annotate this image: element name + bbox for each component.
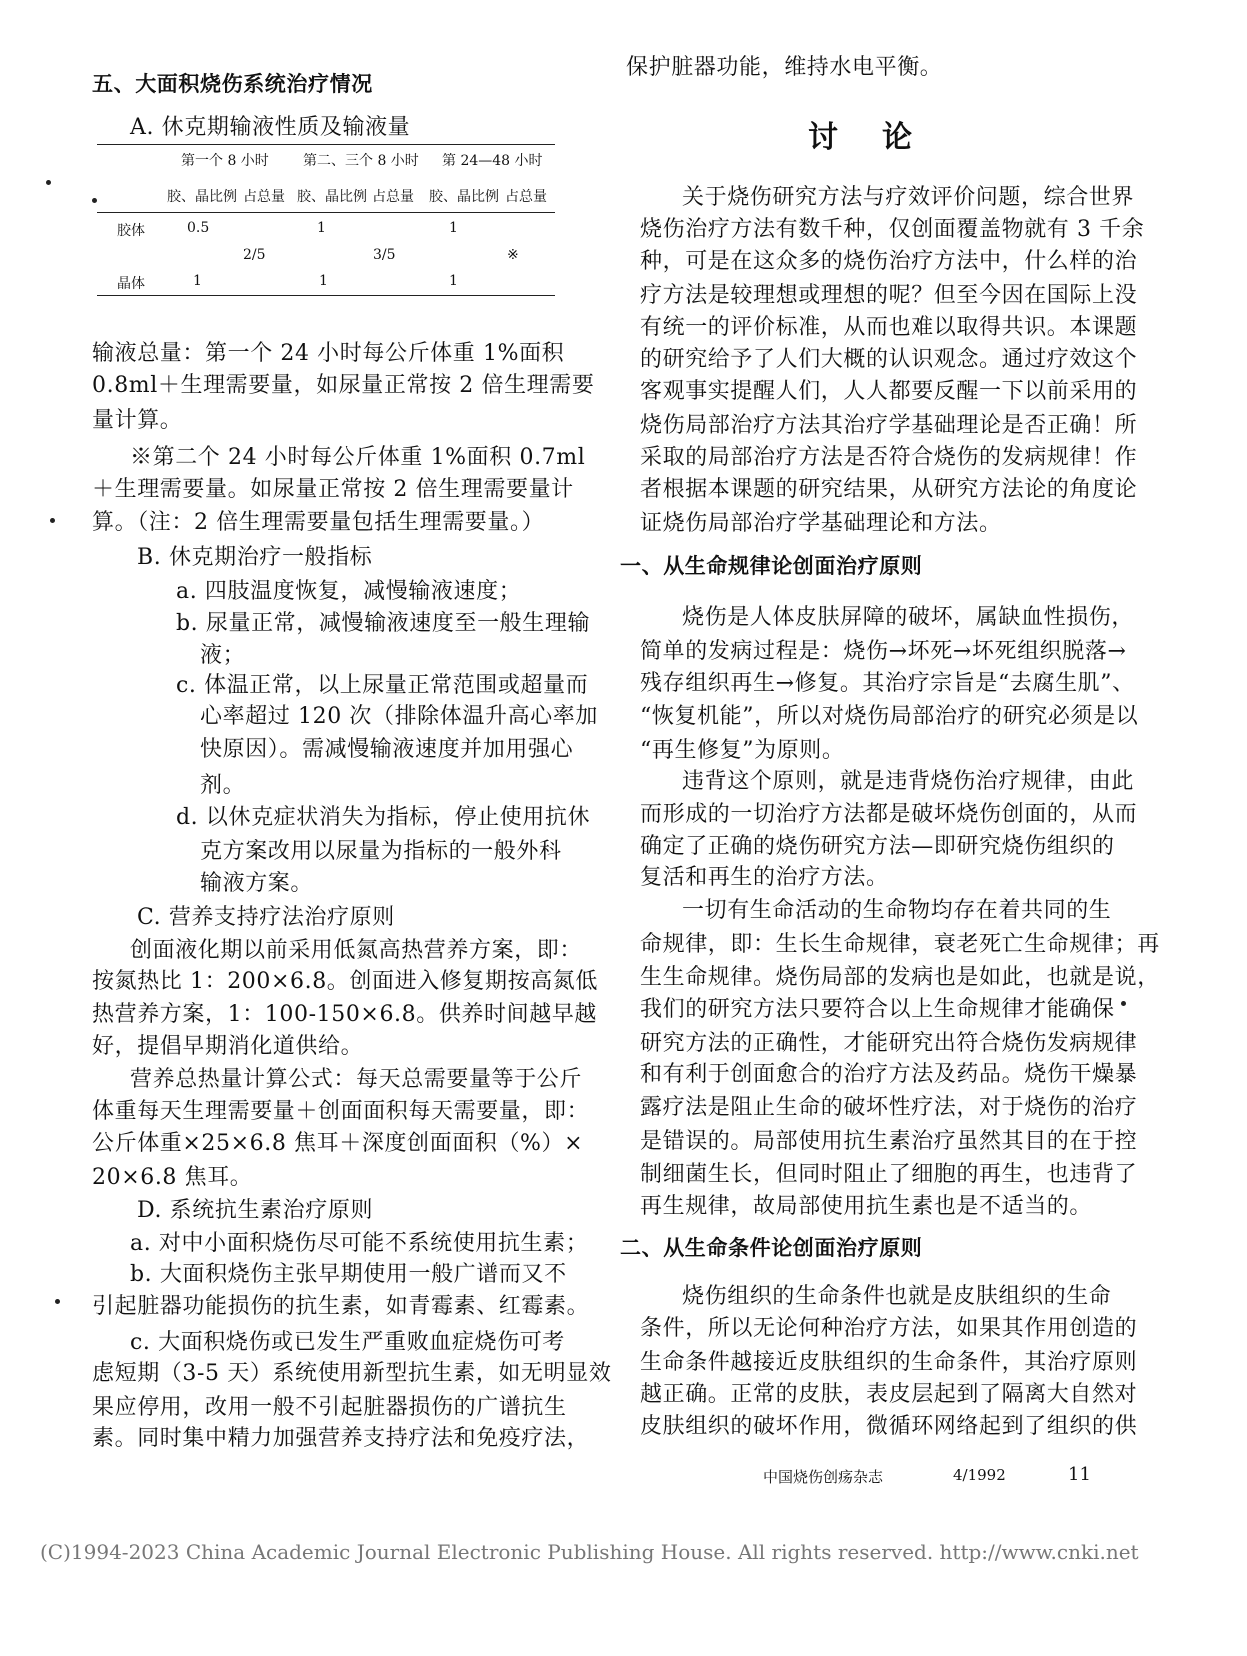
text-line: 烧伤组织的生命条件也就是皮肤组织的生命 (682, 1284, 1112, 1309)
text-line: ＋生理需要量。如尿量正常按 2 倍生理需要量计 (92, 477, 574, 502)
text-line: 复活和再生的治疗方法。 (640, 865, 889, 890)
text-line: 露疗法是阻止生命的破坏性疗法，对于烧伤的治疗 (640, 1095, 1138, 1120)
text-line: C. 营养支持疗法治疗原则 (137, 905, 395, 930)
table-cell: 3/5 (373, 247, 396, 263)
text-line: 虑短期（3-5 天）系统使用新型抗生素，如无明显效 (92, 1361, 612, 1386)
text-line: 量计算。 (92, 408, 183, 433)
table-group-header: 第一个 8 小时 (181, 153, 269, 169)
table-sub-header: 胶、晶比例 (297, 189, 367, 205)
text-line: 心率超过 120 次（排除体温升高心率加 (200, 704, 598, 729)
text-line: 生命条件越接近皮肤组织的生命条件，其治疗原则 (640, 1350, 1138, 1375)
text-line: 好，提倡早期消化道供给。 (92, 1034, 364, 1059)
text-line: 命规律，即：生长生命规律，衰老死亡生命规律；再 (640, 932, 1160, 957)
text-line: 公斤体重×25×6.8 焦耳＋深度创面面积（%）× (92, 1131, 584, 1156)
table-sub-header: 胶、晶比例 (429, 189, 499, 205)
text-line: 液； (200, 643, 246, 668)
text-line: 素。同时集中精力加强营养支持疗法和免疫疗法， (92, 1426, 590, 1451)
table-cell: 1 (317, 220, 326, 236)
margin-dot (92, 198, 97, 203)
table-cell: 1 (449, 273, 458, 289)
text-line: 果应停用，改用一般不引起脏器损伤的广谱抗生 (92, 1395, 567, 1420)
text-line: 采取的局部治疗方法是否符合烧伤的发病规律！作 (640, 445, 1138, 470)
text-line: 疗方法是较理想或理想的呢？但至今因在国际上没 (640, 283, 1138, 308)
text-line: c. 体温正常，以上尿量正常范围或超量而 (176, 673, 589, 698)
text-line: ※第二个 24 小时每公斤体重 1%面积 0.7ml (130, 445, 586, 470)
text-line: 和有利于创面愈合的治疗方法及药品。烧伤干燥暴 (640, 1062, 1138, 1087)
text-line: b. 大面积烧伤主张早期使用一般广谱而又不 (130, 1262, 567, 1287)
table-row-label: 胶体 (117, 223, 145, 239)
table-sub-header: 占总量 (372, 189, 414, 205)
issue-number: 4/1992 (953, 1466, 1006, 1484)
margin-dot (46, 180, 51, 185)
text-line: 种，可是在这众多的烧伤治疗方法中，什么样的治 (640, 249, 1138, 274)
text-line: 违背这个原则，就是违背烧伤治疗规律，由此 (682, 769, 1135, 794)
text-line: 输液总量：第一个 24 小时每公斤体重 1%面积 (92, 341, 565, 366)
text-line: 研究方法的正确性，才能研究出符合烧伤发病规律 (640, 1031, 1138, 1056)
margin-dot (50, 518, 55, 523)
text-line: a. 四肢温度恢复，减慢输液速度； (176, 579, 522, 604)
text-line: d. 以休克症状消失为指标，停止使用抗休 (176, 805, 591, 830)
table-top-rule (97, 144, 555, 145)
table-sub-header: 占总量 (243, 189, 285, 205)
text-line: “恢复机能”，所以对烧伤局部治疗的研究必须是以 (640, 704, 1139, 729)
text-line: 烧伤局部治疗方法其治疗学基础理论是否正确！所 (640, 413, 1138, 438)
text-line: 一切有生命活动的生命物均存在着共同的生 (682, 898, 1112, 923)
table-cell: 2/5 (243, 247, 266, 263)
text-line: 越正确。正常的皮肤，表皮层起到了隔离大自然对 (640, 1382, 1138, 1407)
margin-dot (1121, 1001, 1126, 1006)
text-line: 简单的发病过程是：烧伤→坏死→坏死组织脱落→ (640, 639, 1127, 664)
text-line: 皮肤组织的破坏作用，微循环网络起到了组织的供 (640, 1414, 1138, 1439)
subsection-a-title: A. 休克期输液性质及输液量 (130, 115, 411, 140)
text-line: 体重每天生理需要量＋创面面积每天需要量，即： (92, 1099, 590, 1124)
text-line: 20×6.8 焦耳。 (92, 1165, 253, 1190)
text-line: 热营养方案，1：100-150×6.8。供养时间越早越 (92, 1002, 598, 1027)
table-row-label: 晶体 (117, 276, 145, 292)
text-line: 克方案改用以尿量为指标的一般外科 (200, 839, 562, 864)
text-line: 营养总热量计算公式：每天总需要量等于公斤 (130, 1067, 583, 1092)
journal-name: 中国烧伤创疡杂志 (763, 1468, 884, 1486)
text-line: 制细菌生长，但同时阻止了细胞的再生，也违背了 (640, 1162, 1138, 1187)
text-line: 再生规律，故局部使用抗生素也是不适当的。 (640, 1194, 1093, 1219)
table-sub-header: 胶、晶比例 (167, 189, 237, 205)
table-cell: 1 (449, 220, 458, 236)
table-sub-header: 占总量 (505, 189, 547, 205)
text-line: “再生修复”为原则。 (640, 738, 845, 763)
text-line: 确定了正确的烧伤研究方法—即研究烧伤组织的 (640, 834, 1115, 859)
table-bottom-rule (97, 295, 555, 296)
text-line: 烧伤是人体皮肤屏障的破坏，属缺血性损伤， (682, 605, 1135, 630)
subheading: 二、从生命条件论创面治疗原则 (620, 1236, 923, 1260)
text-line: 有统一的评价标准，从而也难以取得共识。本课题 (640, 315, 1138, 340)
text-line: 者根据本课题的研究结果，从研究方法论的角度论 (640, 477, 1138, 502)
text-line: b. 尿量正常，减慢输液速度至一般生理输 (176, 611, 591, 636)
continuation-line: 保护脏器功能，维持水电平衡。 (626, 55, 943, 80)
discussion-title: 讨论 (808, 120, 956, 155)
text-line: D. 系统抗生素治疗原则 (137, 1198, 374, 1223)
text-line: 生生命规律。烧伤局部的发病也是如此，也就是说， (640, 965, 1160, 990)
text-line: 输液方案。 (200, 871, 314, 896)
text-line: 算。（注：2 倍生理需要量包括生理需要量。） (92, 510, 545, 535)
subheading: 一、从生命规律论创面治疗原则 (620, 554, 923, 578)
text-line: 创面液化期以前采用低氮高热营养方案，即： (130, 938, 583, 963)
text-line: 0.8ml＋生理需要量，如尿量正常按 2 倍生理需要 (92, 373, 595, 398)
text-line: 残存组织再生→修复。其治疗宗旨是“去腐生肌”、 (640, 671, 1135, 696)
text-line: a. 对中小面积烧伤尽可能不系统使用抗生素； (130, 1231, 589, 1256)
table-group-header: 第二、三个 8 小时 (303, 153, 419, 169)
text-line: 而形成的一切治疗方法都是破坏烧伤创面的，从而 (640, 802, 1138, 827)
text-line: 条件，所以无论何种治疗方法，如果其作用创造的 (640, 1316, 1138, 1341)
table-group-header: 第 24—48 小时 (442, 153, 543, 169)
text-line: 烧伤治疗方法有数千种，仅创面覆盖物就有 3 千余 (640, 217, 1145, 242)
text-line: 是错误的。局部使用抗生素治疗虽然其目的在于控 (640, 1129, 1138, 1154)
table-header-rule (97, 212, 555, 213)
text-line: 的研究给予了人们大概的认识观念。通过疗效这个 (640, 347, 1138, 372)
text-line: 客观事实提醒人们，人人都要反醒一下以前采用的 (640, 379, 1138, 404)
text-line: 快原因）。需减慢输液速度并加用强心 (200, 737, 574, 762)
copyright-notice: (C)1994-2023 China Academic Journal Electronic Publishing House. All rights reserved. http://www.cnki.net (40, 1540, 1139, 1564)
text-line: 证烧伤局部治疗学基础理论和方法。 (640, 511, 1002, 536)
table-cell: 0.5 (187, 220, 210, 236)
page-number: 11 (1068, 1464, 1091, 1485)
table-cell: 1 (193, 273, 202, 289)
text-line: 引起脏器功能损伤的抗生素，如青霉素、红霉素。 (92, 1294, 590, 1319)
section-heading: 五、大面积烧伤系统治疗情况 (92, 72, 373, 96)
text-line: 按氮热比 1：200×6.8。创面进入修复期按高氮低 (92, 969, 599, 994)
text-line: c. 大面积烧伤或已发生严重败血症烧伤可考 (130, 1330, 565, 1355)
text-line: 我们的研究方法只要符合以上生命规律才能确保 (640, 997, 1115, 1022)
margin-dot (55, 1299, 60, 1304)
text-line: B. 休克期治疗一般指标 (137, 545, 373, 570)
text-line: 关于烧伤研究方法与疗效评价问题，综合世界 (682, 185, 1135, 210)
infusion-table (97, 144, 555, 296)
table-cell: 1 (319, 273, 328, 289)
table-cell: ※ (507, 247, 519, 263)
text-line: 剂。 (200, 773, 246, 798)
